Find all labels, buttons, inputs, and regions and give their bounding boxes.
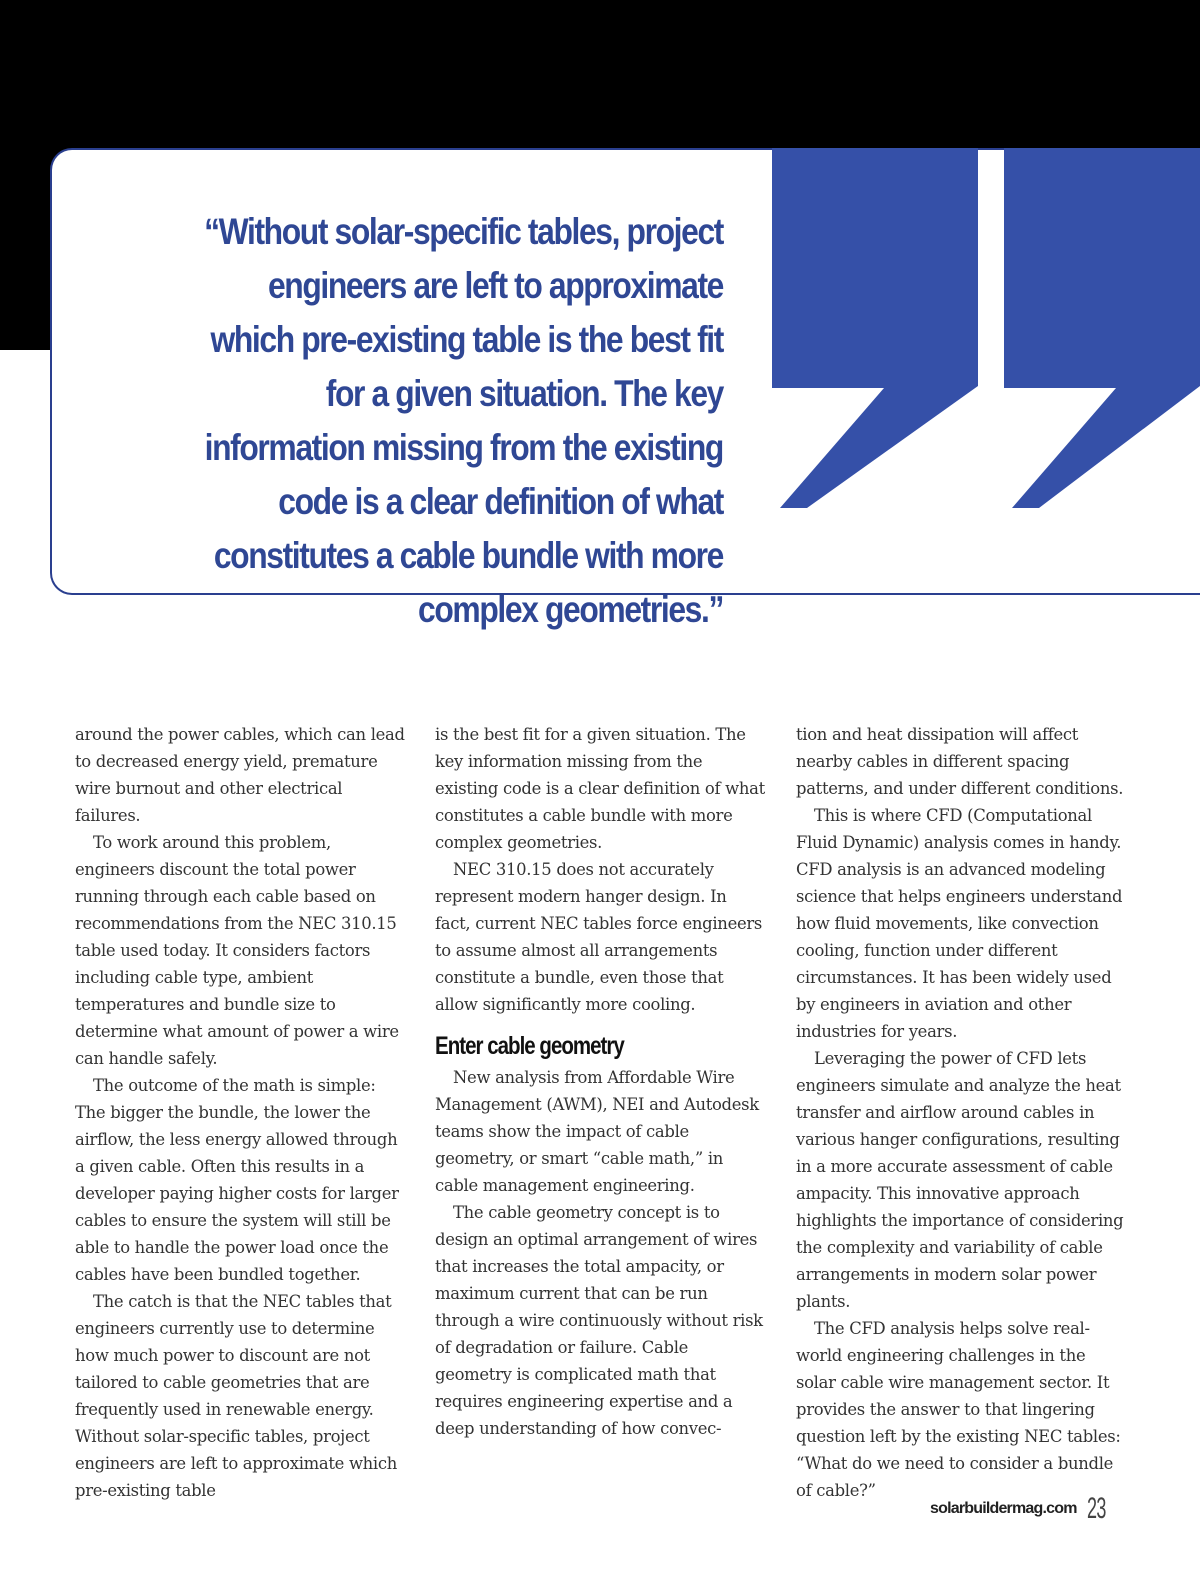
page-number: 23 [1086, 1492, 1106, 1525]
page-footer [930, 1492, 1118, 1526]
paragraph: This is where CFD (Computational Fluid Dynamic) analysis comes in handy. CFD analysis is an advanced modeling science that helps engineers understand how fluid movements, like convection cooling, function under different circumstances. It has been widely used by engineers in aviation and other industries for years. [796, 806, 1123, 1041]
paragraph: NEC 310.15 does not accurately represent modern hanger design. In fact, current NEC tables force engineers to assume almost all arrangements constitute a bundle, even those that allow significantly more cooling. [435, 860, 763, 1014]
section-subheading: Enter cable geometry [435, 1032, 624, 1060]
paragraph: The outcome of the math is simple: The bigger the bundle, the lower the airflow, the less energy allowed through a given cable. Often this results in a developer paying higher costs for larger cables to ensure the system will still be able to handle the power load once the cables have been bundled together. [75, 1076, 399, 1284]
paragraph: To work around this problem, engineers discount the total power running through each cable based on recommendations from the NEC 310.15 table used today. It considers factors including cable type, ambient temperatures and bundle size to determine what amount of power a wire can handle safely. [75, 833, 399, 1068]
footer-site-url: solarbuildermag.com [930, 1500, 1077, 1517]
article-column-3 [796, 721, 1126, 1504]
paragraph: The CFD analysis helps solve real-world engineering challenges in the solar cable wire management sector. It provides the answer to that lingering question left by the existing NEC tables: “What do we need to consider a bundle of cable?” [796, 1319, 1121, 1500]
paragraph: is the best fit for a given situation. The key information missing from the existing code is a clear definition of what constitutes a cable bundle with more complex geometries. [435, 725, 765, 852]
closing-quote-mark-icon [772, 148, 1200, 512]
paragraph: Leveraging the power of CFD lets engineers simulate and analyze the heat transfer and airflow around cables in various hanger configurations, resulting in a more accurate assessment of cable ampacity. This innovative approach highlights the importance of considering the complexity and variability of cable arrangements in modern solar power plants. [796, 1049, 1124, 1311]
paragraph: New analysis from Affordable Wire Management (AWM), NEI and Autodesk teams show the impact of cable geometry, or smart “cable math,” in cable management engineering. [435, 1068, 759, 1195]
pull-quote-text: “Without solar-specific tables, project engineers are left to approximate which pre-existing table is the best fit for a given situation. The key information missing from the existing code is a clear definition of what constitutes a cable bundle with more complex geometries.” [204, 211, 724, 630]
article-column-1 [75, 721, 405, 1504]
paragraph: The cable geometry concept is to design an optimal arrangement of wires that increases the total ampacity, or maximum current that can be run through a wire continuously without risk of degradation or failure. Cable geometry is complicated math that requires engineering expertise and a deep understanding of how convec- [435, 1203, 763, 1438]
paragraph: The catch is that the NEC tables that engineers currently use to determine how much power to discount are not tailored to cable geometries that are frequently used in renewable energy. Without solar-specific tables, project engineers are left to approximate which pre-existing table [75, 1292, 398, 1500]
paragraph: tion and heat dissipation will affect nearby cables in different spacing patterns, and under different conditions. [796, 725, 1124, 798]
article-column-2 [435, 721, 765, 1442]
paragraph: around the power cables, which can lead to decreased energy yield, premature wire burnout and other electrical failures. [75, 725, 405, 825]
